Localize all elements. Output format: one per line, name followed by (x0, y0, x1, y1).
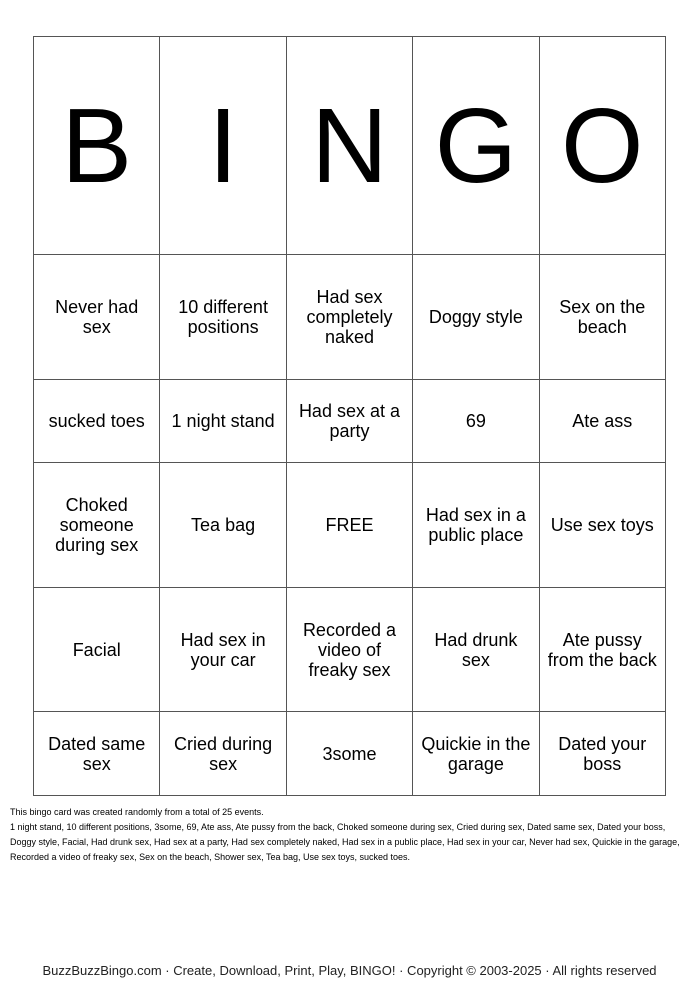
bingo-cell: Ate pussy from the back (539, 587, 665, 711)
bingo-row (34, 712, 666, 796)
bingo-row (34, 587, 666, 711)
bingo-cell: Doggy style (413, 255, 539, 379)
free-space-cell: FREE (286, 463, 412, 587)
bingo-cell: Had sex in a public place (413, 463, 539, 587)
bingo-cell: 3some (286, 712, 412, 796)
bingo-cell: Tea bag (160, 463, 286, 587)
bingo-cell: Choked someone during sex (34, 463, 160, 587)
bingo-cell: Ate ass (539, 379, 665, 463)
bingo-cell: Facial (34, 587, 160, 711)
card-description (10, 805, 690, 865)
bingo-cell: sucked toes (34, 379, 160, 463)
bingo-header-row (34, 37, 666, 255)
header-letter-n: N (286, 37, 412, 255)
bingo-cell: Had sex in your car (160, 587, 286, 711)
bingo-cell: Dated same sex (34, 712, 160, 796)
header-letter-g: G (413, 37, 539, 255)
bingo-row (34, 255, 666, 379)
card-description-summary: This bingo card was created randomly from a total of 25 events. (10, 807, 264, 817)
header-letter-o: O (539, 37, 665, 255)
bingo-cell: Had drunk sex (413, 587, 539, 711)
footer-copyright: BuzzBuzzBingo.com · Create, Download, Print, Play, BINGO! · Copyright © 2003-2025 · All rights reserved (42, 963, 657, 978)
bingo-cell: 69 (413, 379, 539, 463)
bingo-cell: Had sex at a party (286, 379, 412, 463)
bingo-row (34, 463, 666, 587)
bingo-cell: Use sex toys (539, 463, 665, 587)
header-letter-i: I (160, 37, 286, 255)
bingo-row (34, 379, 666, 463)
bingo-cell: 10 different positions (160, 255, 286, 379)
bingo-cell: Had sex completely naked (286, 255, 412, 379)
bingo-cell: Cried during sex (160, 712, 286, 796)
bingo-cell: 1 night stand (160, 379, 286, 463)
bingo-cell: Recorded a video of freaky sex (286, 587, 412, 711)
card-description-events: 1 night stand, 10 different positions, 3some, 69, Ate ass, Ate pussy from the back, Choked someone during sex, Cried during sex, Dated same sex, Dated your boss, Doggy style, Facial, Had drunk sex, Had sex at a party, Had sex completely naked, Had sex in a public place, Had sex in your car, Never had sex, Quickie in the garage, Recorded a video of freaky sex, Sex on the beach, Shower sex, Tea bag, Use sex toys, sucked toes. (10, 822, 680, 862)
header-letter-b: B (34, 37, 160, 255)
bingo-cell: Dated your boss (539, 712, 665, 796)
bingo-card (33, 36, 666, 796)
bingo-cell: Sex on the beach (539, 255, 665, 379)
bingo-cell: Quickie in the garage (413, 712, 539, 796)
bingo-cell: Never had sex (34, 255, 160, 379)
